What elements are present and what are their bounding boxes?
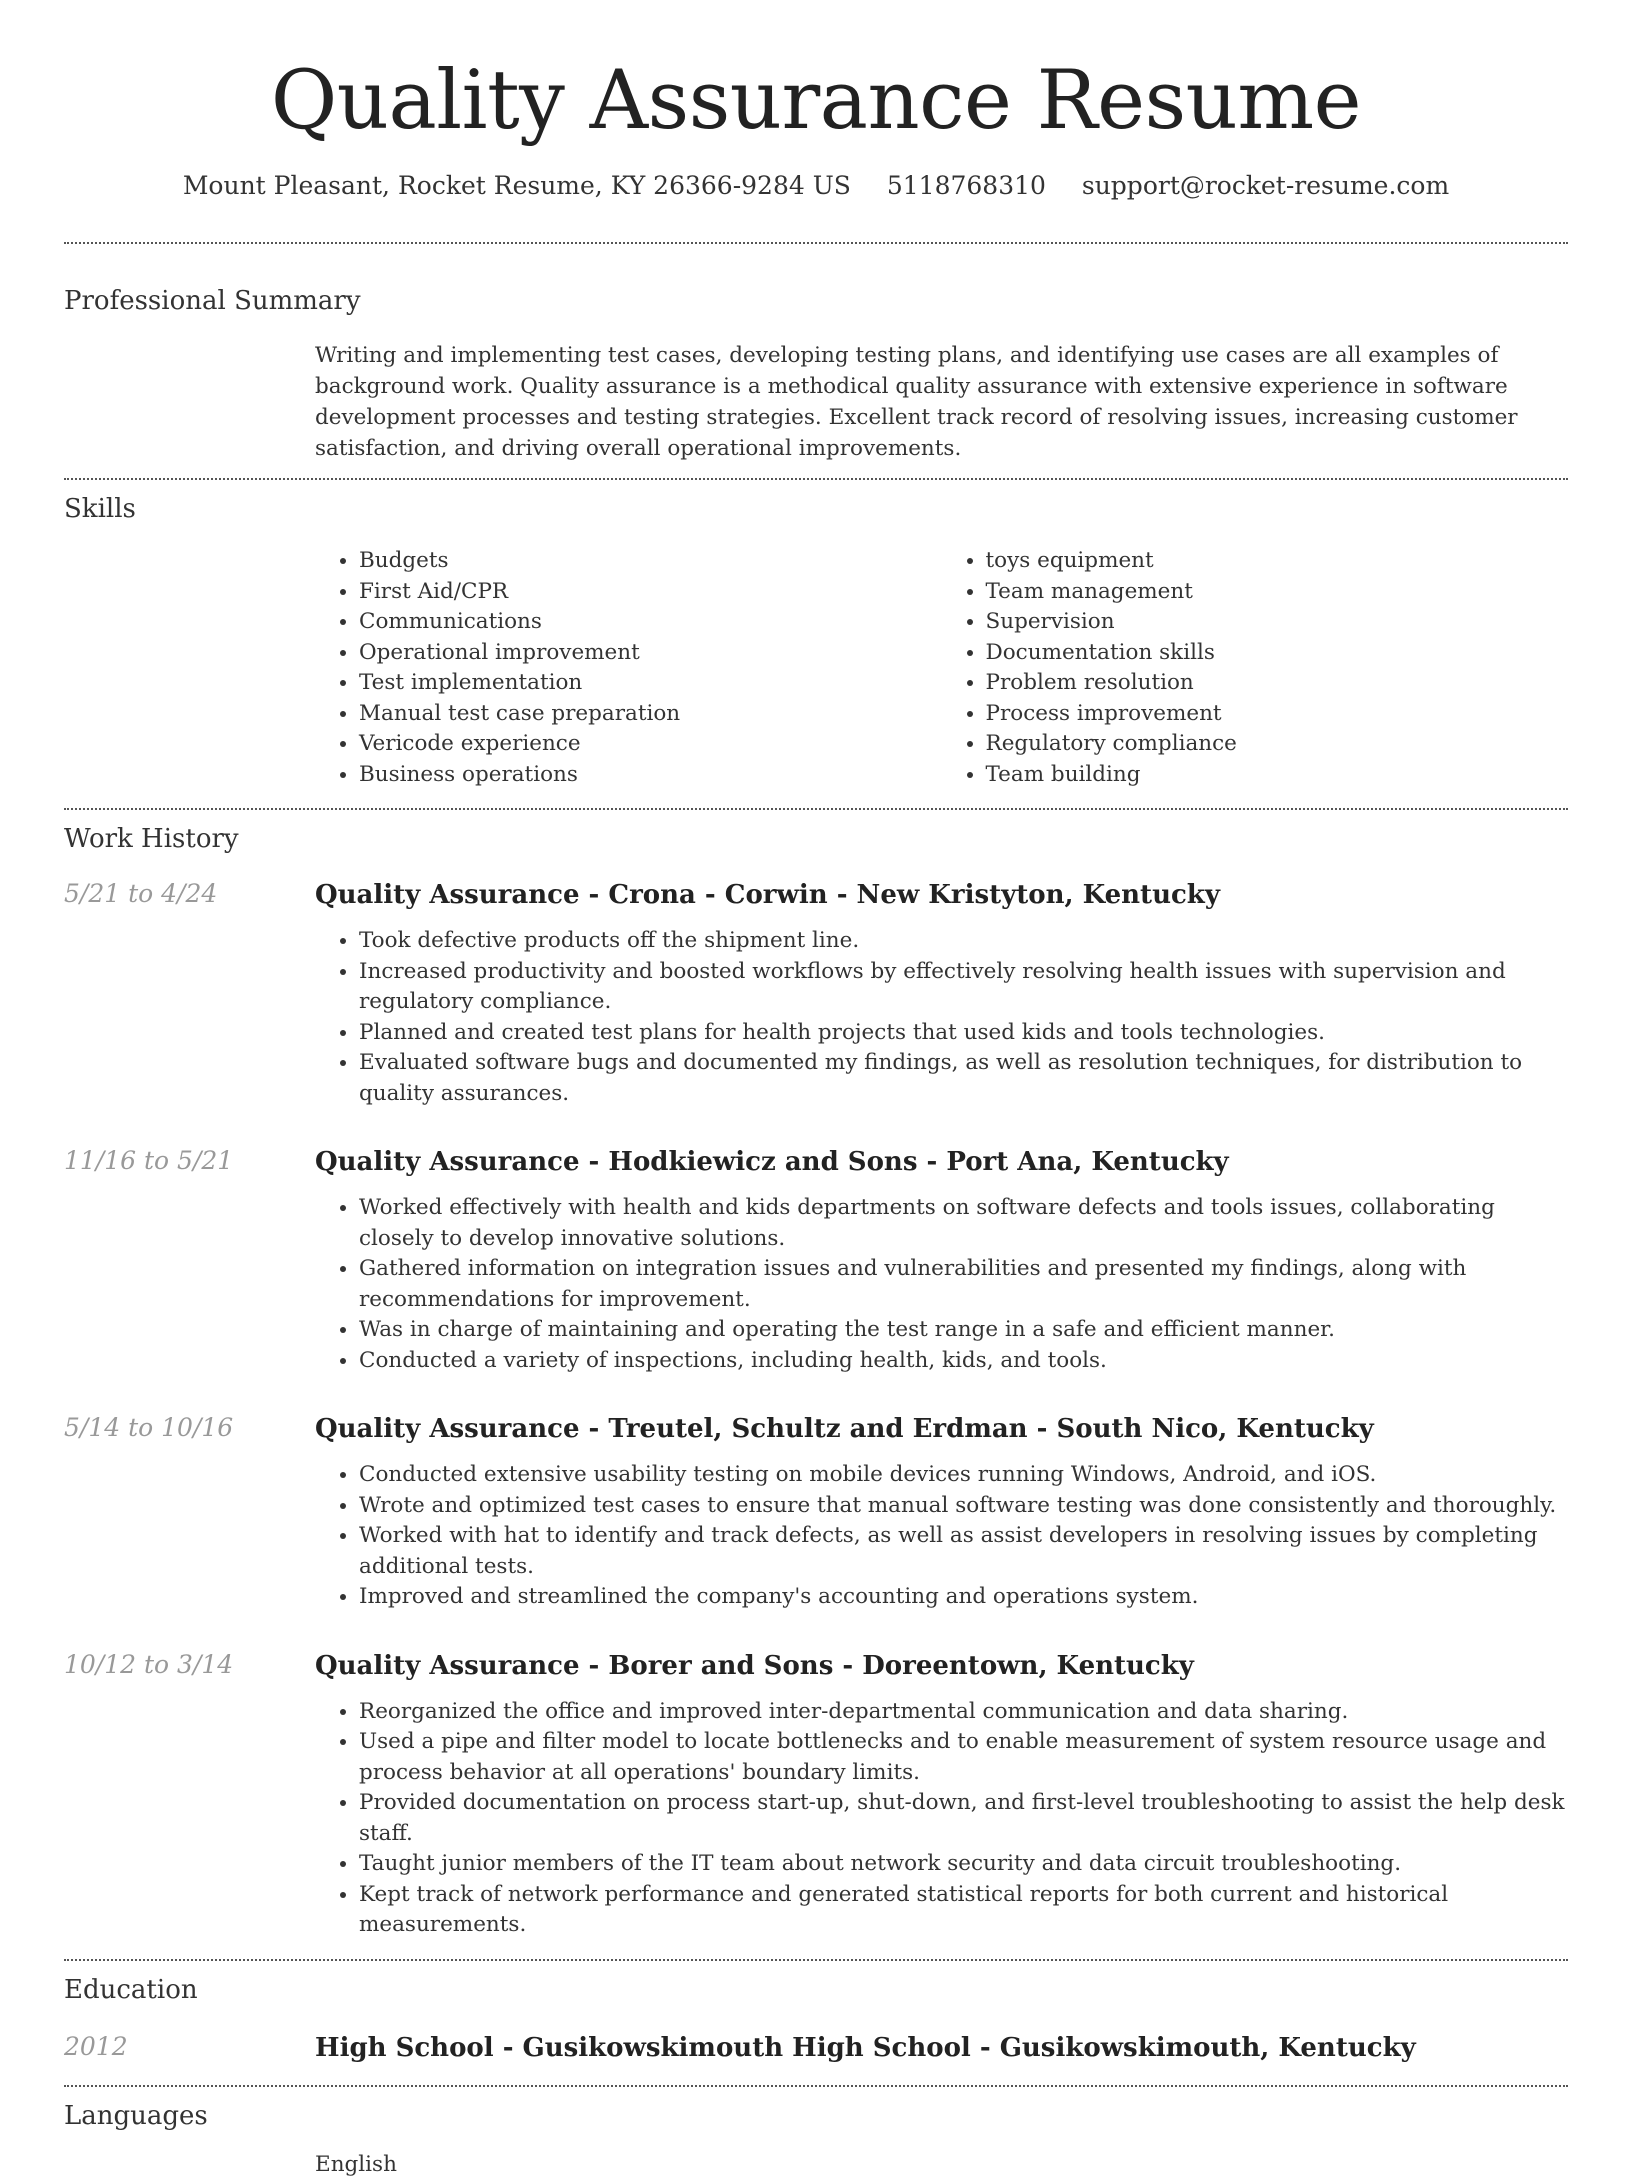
job-bullet: • Increased productivity and boosted workflows by effectively resolving health issues with supervision and regulatory compliance. [359,957,1568,1018]
contact-address: Mount Pleasant, Rocket Resume, KY 26366-9284 US [182,171,851,200]
job-title: Quality Assurance - Hodkiewicz and Sons - Port Ana, Kentucky [315,1147,1229,1177]
job-dates: 5/21 to 4/24 [64,879,218,908]
skill-item: • Vericode experience [359,729,942,760]
job-bullet: • Evaluated software bugs and documented my findings, as well as resolution techniques, for distribution to quality assurances. [359,1048,1568,1109]
job-title: Quality Assurance - Treutel, Schultz and Erdman - South Nico, Kentucky [315,1414,1374,1444]
job-bullet: • Kept track of network performance and generated statistical reports for both current and historical measurements. [359,1880,1568,1941]
skill-item: • Problem resolution [986,668,1569,699]
work-history-heading: Work History [64,824,239,854]
job-entry [64,878,1568,1109]
education-heading: Education [64,1974,198,2005]
skill-item: • First Aid/CPR [359,577,942,608]
work-history-section [64,810,1568,1941]
skills-list-left [315,546,942,790]
job-entry [64,1649,1568,1941]
skill-item: • toys equipment [986,546,1569,577]
resume-title: Quality Assurance Resume [270,54,1362,148]
job-dates: 5/14 to 10/16 [64,1413,234,1442]
education-title: High School - Gusikowskimouth High School - Gusikowskimouth, Kentucky [315,2032,1416,2063]
job-bullet: • Conducted extensive usability testing on mobile devices running Windows, Android, and iOS. [359,1460,1568,1491]
skill-item: • Process improvement [986,699,1569,730]
job-entry [64,1145,1568,1376]
job-bullet: • Taught junior members of the IT team about network security and data circuit troubleshooting. [359,1849,1568,1880]
resume-header [64,0,1568,202]
job-bullet: • Worked effectively with health and kids departments on software defects and tools issues, collaborating closely to develop innovative solutions. [359,1193,1568,1254]
skill-item: • Test implementation [359,668,942,699]
skill-item: • Team management [986,577,1569,608]
language-entry: English [315,2151,397,2177]
job-bullets [315,926,1568,1109]
job-dates: 11/16 to 5/21 [64,1146,234,1175]
job-bullet: • Was in charge of maintaining and operating the test range in a safe and efficient manner. [359,1315,1568,1346]
job-title: Quality Assurance - Crona - Corwin - New Kristyton, Kentucky [315,880,1220,910]
skill-item: • Supervision [986,607,1569,638]
job-bullet: • Took defective products off the shipment line. [359,926,1568,957]
job-title: Quality Assurance - Borer and Sons - Doreentown, Kentucky [315,1650,1194,1681]
job-bullets [315,1697,1568,1941]
skill-item: • Budgets [359,546,942,577]
job-bullet: • Reorganized the office and improved inter-departmental communication and data sharing. [359,1697,1568,1728]
job-entry [64,1412,1568,1613]
contact-line [64,170,1568,202]
job-bullet: • Conducted a variety of inspections, including health, kids, and tools. [359,1346,1568,1377]
job-bullets [315,1460,1568,1613]
skill-item: • Regulatory compliance [986,729,1569,760]
skill-item: • Manual test case preparation [359,699,942,730]
languages-heading: Languages [64,2100,208,2131]
education-entry [64,2031,1568,2065]
skill-item: • Documentation skills [986,638,1569,669]
job-bullets [315,1193,1568,1376]
job-bullet: • Wrote and optimized test cases to ensure that manual software testing was done consistently and thoroughly. [359,1491,1568,1522]
languages-section [64,2087,1568,2180]
contact-phone: 5118768310 [886,171,1046,200]
skill-item: • Team building [986,760,1569,791]
skill-item: • Business operations [359,760,942,791]
education-year: 2012 [64,2031,128,2061]
job-bullet: • Gathered information on integration issues and vulnerabilities and presented my findings, along with recommendations for improvement. [359,1254,1568,1315]
job-bullet: • Improved and streamlined the company's accounting and operations system. [359,1582,1568,1613]
skills-section [64,480,1568,790]
contact-email: support@rocket-resume.com [1081,171,1450,200]
summary-text: Writing and implementing test cases, developing testing plans, and identifying use cases are all examples of background work. Quality assurance is a methodical quality assurance with extensive experience in software development processes and testing strategies. Excellent track record of resolving issues, increasing customer satisfaction, and driving overall operational improvements. [315,343,1518,461]
skill-item: • Operational improvement [359,638,942,669]
summary-heading: Professional Summary [64,286,361,316]
job-bullet: • Worked with hat to identify and track defects, as well as assist developers in resolving issues by completing additional tests. [359,1521,1568,1582]
skills-heading: Skills [64,494,136,524]
job-dates: 10/12 to 3/14 [64,1649,234,1679]
job-bullet: • Used a pipe and filter model to locate bottlenecks and to enable measurement of system resource usage and process behavior at all operations' boundary limits. [359,1727,1568,1788]
skill-item: • Communications [359,607,942,638]
education-section [64,1961,1568,2065]
job-bullet: • Planned and created test plans for health projects that used kids and tools technologies. [359,1018,1568,1049]
summary-section [64,244,1568,464]
resume-page [64,0,1568,2177]
job-bullet: • Provided documentation on process start-up, shut-down, and first-level troubleshooting to assist the help desk staff. [359,1788,1568,1849]
skills-list-right [942,546,1569,790]
